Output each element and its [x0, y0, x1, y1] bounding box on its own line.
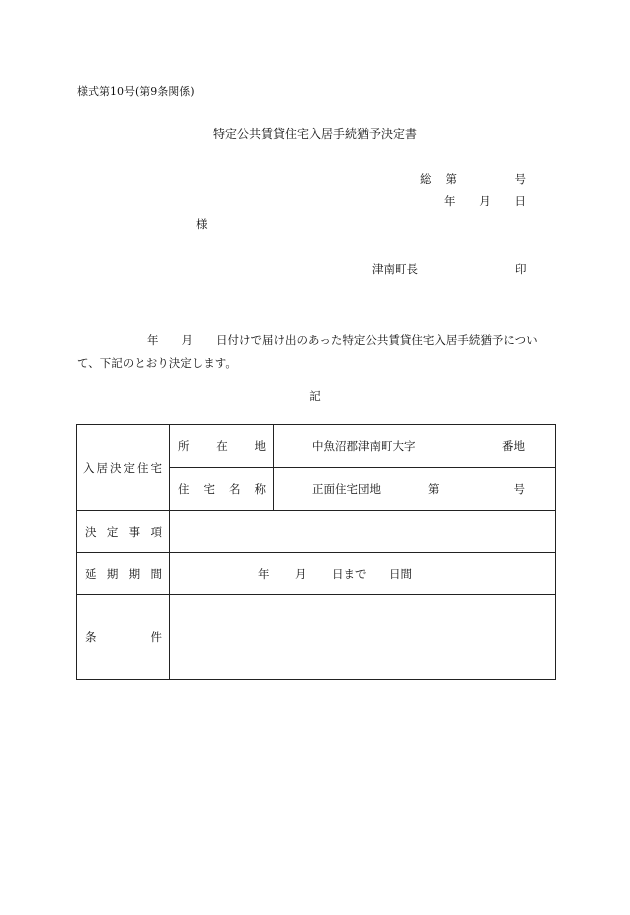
- doc-number-prefix: 総: [420, 172, 432, 186]
- housing-no-suffix: 号: [513, 482, 525, 496]
- table-row: [77, 425, 556, 468]
- ki-heading: 記: [309, 389, 321, 403]
- location-suffix: 番地: [502, 439, 525, 453]
- condition-value-cell: [170, 595, 556, 680]
- label-char: 宅: [203, 482, 215, 496]
- doc-number-dai: 第: [445, 172, 457, 186]
- form-number: 様式第10号(第9条関係): [77, 85, 195, 98]
- location-label: [178, 438, 266, 454]
- doc-date-day: 日: [514, 194, 526, 208]
- housing-label-cell: [77, 425, 170, 511]
- housing-name-value: 正面住宅団地: [312, 482, 381, 496]
- period-label-cell: [77, 553, 170, 595]
- label-char: 在: [216, 439, 228, 453]
- location-label-cell: [170, 425, 274, 468]
- label-char: 間: [150, 566, 162, 581]
- label-char: 件: [150, 630, 162, 644]
- label-char: 住: [178, 482, 190, 496]
- condition-label: [85, 629, 162, 645]
- decision-label-cell: [77, 511, 170, 553]
- doc-number-go: 号: [514, 172, 526, 186]
- label-char: 所: [178, 439, 190, 453]
- addressee-honorific: 様: [196, 217, 208, 231]
- decision-label: [85, 524, 162, 540]
- period-value-cell: [170, 553, 556, 595]
- label-char: 名: [229, 482, 241, 496]
- label-char: 延: [85, 566, 97, 581]
- condition-label-cell: [77, 595, 170, 680]
- label-char: 地: [254, 439, 266, 453]
- seal-mark: 印: [515, 262, 527, 276]
- housing-label: 入居決定住宅: [83, 460, 164, 475]
- period-until-day: 日まで: [332, 566, 367, 581]
- label-char: 決: [85, 524, 97, 539]
- table-row: [77, 553, 556, 595]
- period-days: 日間: [389, 566, 412, 581]
- table-row: [77, 595, 556, 680]
- doc-date-month: 月: [479, 194, 491, 208]
- decision-value-cell: [170, 511, 556, 553]
- doc-date-year: 年: [444, 194, 456, 208]
- housing-name-value-cell: [274, 468, 556, 511]
- label-char: 期: [106, 566, 119, 581]
- body-paragraph: 年 月 日付けで届け出のあった特定公共賃貸住宅入居手続猶予について、下記のとおり決定します。: [77, 333, 538, 370]
- housing-name-label: [178, 481, 266, 497]
- location-value: 中魚沼郡津南町大字: [312, 439, 416, 453]
- label-char: 条: [85, 630, 97, 644]
- location-value-cell: [274, 425, 556, 468]
- period-month: 月: [295, 566, 307, 581]
- period-year: 年: [258, 566, 270, 581]
- table-row: [77, 511, 556, 553]
- housing-no-prefix: 第: [428, 482, 440, 496]
- label-char: 期: [128, 566, 141, 581]
- housing-name-label-cell: [170, 468, 274, 511]
- document-number-line: [420, 174, 526, 186]
- label-char: 事: [128, 524, 141, 539]
- label-char: 項: [150, 524, 162, 539]
- label-char: 称: [254, 482, 266, 496]
- label-char: 定: [106, 524, 119, 539]
- issuer-name: 津南町長: [372, 262, 418, 276]
- decision-table: [76, 424, 556, 680]
- document-date-line: [444, 196, 526, 208]
- document-title: 特定公共賃貸住宅入居手続猶予決定書: [212, 127, 417, 141]
- period-label: [85, 566, 162, 582]
